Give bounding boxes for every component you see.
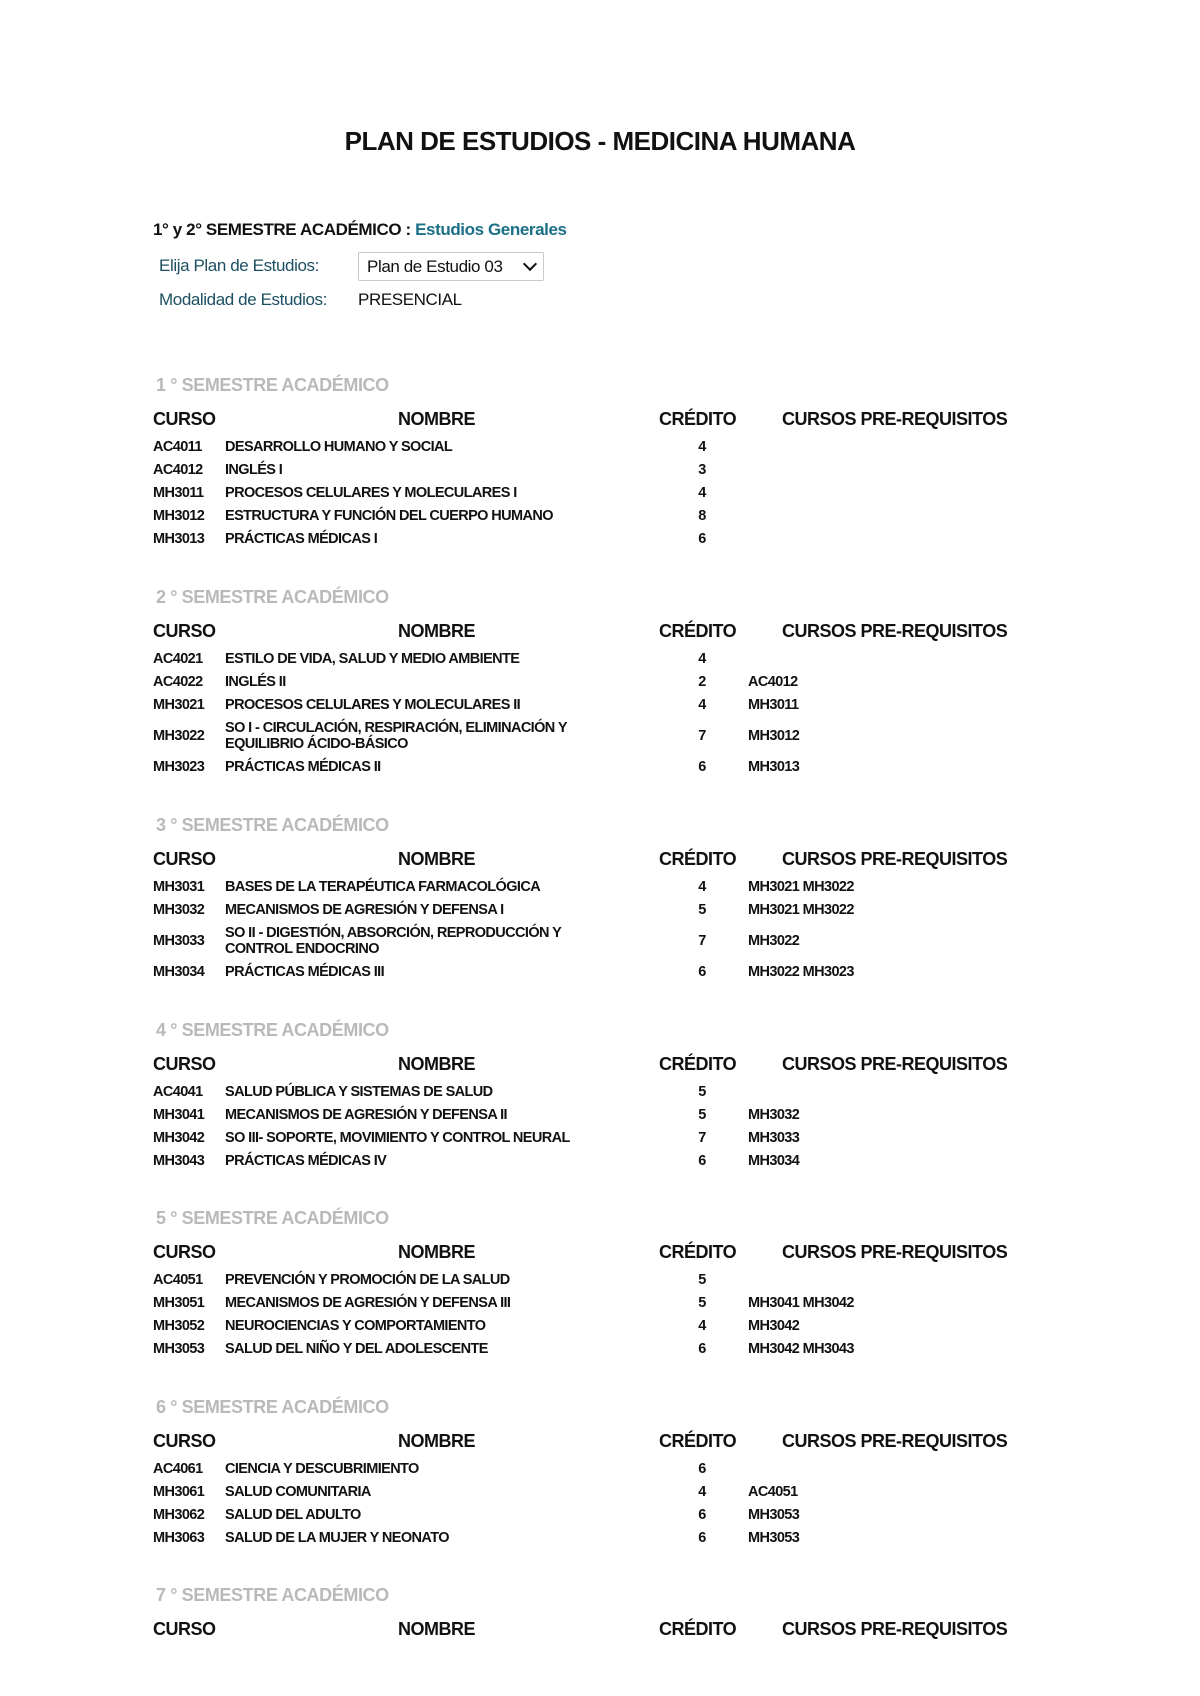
course-row <box>0 693 1200 716</box>
plan-select-label: Elija Plan de Estudios: <box>159 256 319 275</box>
course-name: PRÁCTICAS MÉDICAS II <box>225 758 381 775</box>
course-name: SALUD DEL NIÑO Y DEL ADOLESCENTE <box>225 1340 488 1357</box>
course-code: MH3062 <box>153 1506 205 1523</box>
course-name: PRÁCTICAS MÉDICAS III <box>225 963 384 980</box>
course-row <box>0 458 1200 481</box>
course-name: MECANISMOS DE AGRESIÓN Y DEFENSA III <box>225 1294 511 1311</box>
course-row <box>0 670 1200 693</box>
course-list <box>0 875 1200 983</box>
course-credits: 4 <box>698 438 706 455</box>
course-name: SALUD COMUNITARIA <box>225 1483 371 1500</box>
course-credits: 6 <box>698 1340 706 1357</box>
chevron-down-icon <box>523 257 537 271</box>
course-credits: 4 <box>698 1317 706 1334</box>
semester-title: 7 ° SEMESTRE ACADÉMICO <box>156 1585 389 1605</box>
course-prereq: MH3042 <box>748 1317 800 1334</box>
course-code: MH3021 <box>153 696 205 713</box>
header-curso: CURSO <box>153 1054 216 1074</box>
course-name: MECANISMOS DE AGRESIÓN Y DEFENSA I <box>225 901 504 918</box>
header-nombre: NOMBRE <box>398 621 475 641</box>
semester-title: 6 ° SEMESTRE ACADÉMICO <box>156 1397 389 1417</box>
course-code: MH3022 <box>153 727 205 744</box>
course-name: PRÁCTICAS MÉDICAS I <box>225 530 378 547</box>
header-prereq: CURSOS PRE-REQUISITOS <box>782 849 1008 869</box>
header-credito: CRÉDITO <box>659 849 737 869</box>
course-row <box>0 921 1200 960</box>
header-nombre: NOMBRE <box>398 1242 475 1262</box>
header-credito: CRÉDITO <box>659 621 737 641</box>
course-credits: 4 <box>698 696 706 713</box>
course-row <box>0 755 1200 778</box>
course-code: MH3051 <box>153 1294 205 1311</box>
course-row <box>0 1149 1200 1172</box>
course-prereq: MH3053 <box>748 1506 800 1523</box>
header-curso: CURSO <box>153 409 216 429</box>
course-row <box>0 1291 1200 1314</box>
course-code: MH3013 <box>153 530 205 547</box>
course-code: MH3041 <box>153 1106 205 1123</box>
course-prereq: MH3042 MH3043 <box>748 1340 854 1357</box>
course-code: MH3042 <box>153 1129 205 1146</box>
course-code: MH3031 <box>153 878 205 895</box>
header-prereq: CURSOS PRE-REQUISITOS <box>782 1431 1008 1451</box>
course-prereq: AC4051 <box>748 1483 798 1500</box>
course-name: DESARROLLO HUMANO Y SOCIAL <box>225 438 453 455</box>
course-name: INGLÉS I <box>225 461 283 478</box>
course-row <box>0 1080 1200 1103</box>
course-row <box>0 1457 1200 1480</box>
course-prereq: MH3011 <box>748 696 799 713</box>
course-list <box>0 647 1200 778</box>
header-credito: CRÉDITO <box>659 1242 737 1262</box>
course-row <box>0 1480 1200 1503</box>
course-prereq: MH3022 <box>748 932 800 949</box>
course-prereq: MH3032 <box>748 1106 800 1123</box>
course-name: PRÁCTICAS MÉDICAS IV <box>225 1152 387 1169</box>
header-curso: CURSO <box>153 621 216 641</box>
course-code: AC4061 <box>153 1460 203 1477</box>
course-list <box>0 1268 1200 1360</box>
course-name: SALUD PÚBLICA Y SISTEMAS DE SALUD <box>225 1083 493 1100</box>
course-row <box>0 504 1200 527</box>
course-name: CIENCIA Y DESCUBRIMIENTO <box>225 1460 419 1477</box>
header-curso: CURSO <box>153 1431 216 1451</box>
header-prereq: CURSOS PRE-REQUISITOS <box>782 1054 1008 1074</box>
course-name: SALUD DE LA MUJER Y NEONATO <box>225 1529 449 1546</box>
course-row <box>0 898 1200 921</box>
course-credits: 6 <box>698 758 706 775</box>
course-row <box>0 1314 1200 1337</box>
modality-value: PRESENCIAL <box>358 290 462 309</box>
header-prereq: CURSOS PRE-REQUISITOS <box>782 1619 1008 1639</box>
header-credito: CRÉDITO <box>659 1054 737 1074</box>
header-curso: CURSO <box>153 1242 216 1262</box>
course-prereq: MH3012 <box>748 727 800 744</box>
course-credits: 6 <box>698 1506 706 1523</box>
semester-title: 1 ° SEMESTRE ACADÉMICO <box>156 375 389 395</box>
course-code: MH3043 <box>153 1152 205 1169</box>
course-credits: 7 <box>698 932 706 949</box>
course-code: MH3052 <box>153 1317 205 1334</box>
course-name: PROCESOS CELULARES Y MOLECULARES II <box>225 696 521 713</box>
course-credits: 3 <box>698 461 706 478</box>
course-row <box>0 647 1200 670</box>
course-credits: 5 <box>698 1083 706 1100</box>
course-name: PREVENCIÓN Y PROMOCIÓN DE LA SALUD <box>225 1271 510 1288</box>
course-prereq: AC4012 <box>748 673 798 690</box>
course-row <box>0 875 1200 898</box>
course-prereq: MH3022 MH3023 <box>748 963 854 980</box>
course-code: MH3033 <box>153 932 205 949</box>
course-credits: 6 <box>698 1460 706 1477</box>
header-credito: CRÉDITO <box>659 409 737 429</box>
course-row <box>0 1526 1200 1549</box>
course-credits: 5 <box>698 1106 706 1123</box>
course-list <box>0 1457 1200 1549</box>
course-name: INGLÉS II <box>225 673 286 690</box>
general-studies-link[interactable]: Estudios Generales <box>415 220 567 239</box>
course-code: MH3032 <box>153 901 205 918</box>
course-code: MH3012 <box>153 507 205 524</box>
course-credits: 5 <box>698 1294 706 1311</box>
course-prereq: MH3041 MH3042 <box>748 1294 854 1311</box>
course-prereq: MH3033 <box>748 1129 800 1146</box>
course-row <box>0 435 1200 458</box>
plan-select-value: Plan de Estudio 03 <box>367 256 503 276</box>
course-list <box>0 435 1200 550</box>
course-code: MH3023 <box>153 758 205 775</box>
header-nombre: NOMBRE <box>398 1619 475 1639</box>
header-credito: CRÉDITO <box>659 1431 737 1451</box>
modality-label: Modalidad de Estudios: <box>159 290 327 309</box>
course-name: ESTILO DE VIDA, SALUD Y MEDIO AMBIENTE <box>225 650 520 667</box>
semester-title: 3 ° SEMESTRE ACADÉMICO <box>156 815 389 835</box>
course-credits: 4 <box>698 1483 706 1500</box>
course-row <box>0 1103 1200 1126</box>
course-credits: 5 <box>698 1271 706 1288</box>
course-credits: 6 <box>698 1152 706 1169</box>
course-name: MECANISMOS DE AGRESIÓN Y DEFENSA II <box>225 1106 507 1123</box>
course-name: SO III- SOPORTE, MOVIMIENTO Y CONTROL NEURAL <box>225 1129 570 1146</box>
course-prereq: MH3021 MH3022 <box>748 901 854 918</box>
course-credits: 4 <box>698 878 706 895</box>
header-prereq: CURSOS PRE-REQUISITOS <box>782 409 1008 429</box>
course-name: NEUROCIENCIAS Y COMPORTAMIENTO <box>225 1317 486 1334</box>
course-credits: 8 <box>698 507 706 524</box>
course-name: SO I - CIRCULACIÓN, RESPIRACIÓN, ELIMINACIÓN Y EQUILIBRIO ÁCIDO-BÁSICO <box>225 719 567 752</box>
course-name: SALUD DEL ADULTO <box>225 1506 361 1523</box>
course-credits: 7 <box>698 1129 706 1146</box>
course-credits: 4 <box>698 484 706 501</box>
course-name: SO II - DIGESTIÓN, ABSORCIÓN, REPRODUCCIÓN Y CONTROL ENDOCRINO <box>225 924 561 957</box>
general-studies-line <box>153 220 567 240</box>
header-prereq: CURSOS PRE-REQUISITOS <box>782 621 1008 641</box>
general-studies-prefix: 1° y 2° SEMESTRE ACADÉMICO : <box>153 220 416 239</box>
course-code: AC4041 <box>153 1083 203 1100</box>
course-code: MH3063 <box>153 1529 205 1546</box>
header-nombre: NOMBRE <box>398 1431 475 1451</box>
page-title: PLAN DE ESTUDIOS - MEDICINA HUMANA <box>344 126 856 156</box>
course-credits: 7 <box>698 727 706 744</box>
course-name: PROCESOS CELULARES Y MOLECULARES I <box>225 484 517 501</box>
semester-title: 5 ° SEMESTRE ACADÉMICO <box>156 1208 389 1228</box>
course-row <box>0 1503 1200 1526</box>
course-credits: 6 <box>698 1529 706 1546</box>
course-row <box>0 527 1200 550</box>
course-code: AC4011 <box>153 438 202 455</box>
course-name: BASES DE LA TERAPÉUTICA FARMACOLÓGICA <box>225 878 541 895</box>
course-name: ESTRUCTURA Y FUNCIÓN DEL CUERPO HUMANO <box>225 507 553 524</box>
course-code: AC4012 <box>153 461 203 478</box>
course-credits: 2 <box>698 673 706 690</box>
course-code: MH3061 <box>153 1483 205 1500</box>
course-row <box>0 1337 1200 1360</box>
course-code: MH3053 <box>153 1340 205 1357</box>
course-code: AC4051 <box>153 1271 203 1288</box>
course-prereq: MH3013 <box>748 758 800 775</box>
course-credits: 6 <box>698 963 706 980</box>
course-credits: 5 <box>698 901 706 918</box>
course-code: MH3034 <box>153 963 205 980</box>
course-row <box>0 481 1200 504</box>
header-curso: CURSO <box>153 1619 216 1639</box>
header-credito: CRÉDITO <box>659 1619 737 1639</box>
header-curso: CURSO <box>153 849 216 869</box>
header-nombre: NOMBRE <box>398 1054 475 1074</box>
semester-title: 4 ° SEMESTRE ACADÉMICO <box>156 1020 389 1040</box>
course-list <box>0 1080 1200 1172</box>
course-prereq: MH3034 <box>748 1152 800 1169</box>
course-row <box>0 960 1200 983</box>
header-prereq: CURSOS PRE-REQUISITOS <box>782 1242 1008 1262</box>
course-credits: 6 <box>698 530 706 547</box>
header-nombre: NOMBRE <box>398 409 475 429</box>
course-credits: 4 <box>698 650 706 667</box>
course-prereq: MH3021 MH3022 <box>748 878 854 895</box>
course-prereq: MH3053 <box>748 1529 800 1546</box>
course-code: AC4021 <box>153 650 203 667</box>
semester-title: 2 ° SEMESTRE ACADÉMICO <box>156 587 389 607</box>
header-nombre: NOMBRE <box>398 849 475 869</box>
course-row <box>0 1268 1200 1291</box>
plan-select[interactable] <box>358 252 544 281</box>
course-row <box>0 716 1200 755</box>
course-code: AC4022 <box>153 673 203 690</box>
course-row <box>0 1126 1200 1149</box>
course-code: MH3011 <box>153 484 204 501</box>
